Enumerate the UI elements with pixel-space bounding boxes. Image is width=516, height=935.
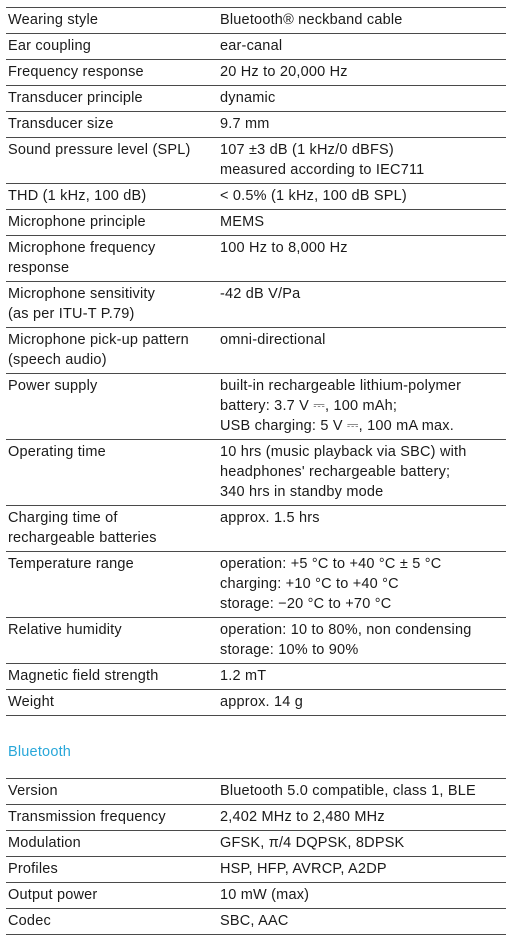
spec-label-line: (speech audio) bbox=[8, 352, 107, 368]
spec-label-line: Microphone pick-up pattern bbox=[8, 332, 189, 348]
table-row bbox=[6, 374, 506, 440]
spec-label bbox=[6, 34, 218, 60]
table-row bbox=[6, 618, 506, 664]
spec-value bbox=[218, 60, 506, 86]
spec-label bbox=[6, 60, 218, 86]
table-row bbox=[6, 210, 506, 236]
spec-value-line: charging: +10 °C to +40 °C bbox=[220, 576, 399, 592]
spec-label bbox=[6, 618, 218, 664]
spec-value-line: MEMS bbox=[220, 214, 265, 230]
spec-value bbox=[218, 664, 506, 690]
spec-value-line: 1.2 mT bbox=[220, 668, 267, 684]
spec-value bbox=[218, 883, 506, 909]
specifications-body bbox=[6, 8, 506, 716]
spec-label-line: Power supply bbox=[8, 378, 98, 394]
spec-value-line: ear-canal bbox=[220, 38, 283, 54]
spec-label bbox=[6, 552, 218, 618]
spec-value bbox=[218, 236, 506, 282]
spec-label bbox=[6, 440, 218, 506]
spec-label-line: Temperature range bbox=[8, 556, 134, 572]
spec-value bbox=[218, 8, 506, 34]
spec-label-line: response bbox=[8, 260, 70, 276]
spec-value-line: 10 hrs (music playback via SBC) with bbox=[220, 444, 467, 460]
spec-label bbox=[6, 664, 218, 690]
table-row bbox=[6, 184, 506, 210]
spec-label-line: Ear coupling bbox=[8, 38, 92, 54]
spec-value-line: 9.7 mm bbox=[220, 116, 270, 132]
table-row bbox=[6, 506, 506, 552]
spec-value bbox=[218, 857, 506, 883]
spec-label-line: Charging time of bbox=[8, 510, 118, 526]
spec-label bbox=[6, 8, 218, 34]
spec-value-line: storage: 10% to 90% bbox=[220, 642, 359, 658]
spec-value-line: 10 mW (max) bbox=[220, 887, 310, 903]
spec-value-line: storage: −20 °C to +70 °C bbox=[220, 596, 392, 612]
spec-value bbox=[218, 440, 506, 506]
spec-label-line: Transducer size bbox=[8, 116, 114, 132]
table-row bbox=[6, 440, 506, 506]
spec-label bbox=[6, 210, 218, 236]
spec-label bbox=[6, 779, 218, 805]
spec-label-line: Wearing style bbox=[8, 12, 99, 28]
spec-label bbox=[6, 831, 218, 857]
spec-label bbox=[6, 909, 218, 935]
spec-label bbox=[6, 857, 218, 883]
spec-value bbox=[218, 210, 506, 236]
spec-label-line: Profiles bbox=[8, 861, 58, 877]
spec-label bbox=[6, 690, 218, 716]
spec-value bbox=[218, 138, 506, 184]
spec-label-line: Output power bbox=[8, 887, 98, 903]
table-row bbox=[6, 857, 506, 883]
spec-value-line: omni-directional bbox=[220, 332, 326, 348]
spec-label-line: Operating time bbox=[8, 444, 106, 460]
spec-label-line: Microphone sensitivity bbox=[8, 286, 156, 302]
spec-value bbox=[218, 506, 506, 552]
spec-label bbox=[6, 328, 218, 374]
spec-label-line: Sound pressure level (SPL) bbox=[8, 142, 191, 158]
spec-label-line: Version bbox=[8, 783, 58, 799]
spec-label bbox=[6, 184, 218, 210]
spec-label-line: Modulation bbox=[8, 835, 81, 851]
table-row bbox=[6, 112, 506, 138]
specifications-table bbox=[6, 7, 506, 716]
spec-value bbox=[218, 779, 506, 805]
bluetooth-section-title: Bluetooth bbox=[8, 744, 72, 760]
spec-value-line: -42 dB V/Pa bbox=[220, 286, 301, 302]
spec-value bbox=[218, 34, 506, 60]
spec-value-line: Bluetooth® neckband cable bbox=[220, 12, 403, 28]
spec-value-line: 340 hrs in standby mode bbox=[220, 484, 384, 500]
table-row bbox=[6, 664, 506, 690]
spec-value bbox=[218, 831, 506, 857]
spec-label-line: (as per ITU-T P.79) bbox=[8, 306, 135, 322]
spec-value-line: operation: +5 °C to +40 °C ± 5 °C bbox=[220, 556, 442, 572]
spec-value-line: 20 Hz to 20,000 Hz bbox=[220, 64, 348, 80]
spec-label-line: rechargeable batteries bbox=[8, 530, 157, 546]
spec-label bbox=[6, 506, 218, 552]
table-row bbox=[6, 805, 506, 831]
spec-value bbox=[218, 690, 506, 716]
spec-label bbox=[6, 883, 218, 909]
table-row bbox=[6, 552, 506, 618]
spec-label bbox=[6, 138, 218, 184]
spec-label-line: Microphone principle bbox=[8, 214, 146, 230]
spec-label-line: Weight bbox=[8, 694, 55, 710]
spec-label bbox=[6, 236, 218, 282]
table-row bbox=[6, 779, 506, 805]
spec-value bbox=[218, 618, 506, 664]
spec-label-line: THD (1 kHz, 100 dB) bbox=[8, 188, 147, 204]
spec-value-line: built-in rechargeable lithium-polymer bbox=[220, 378, 462, 394]
spec-label-line: Transducer principle bbox=[8, 90, 143, 106]
spec-label-line: Relative humidity bbox=[8, 622, 122, 638]
spec-value bbox=[218, 86, 506, 112]
spec-value bbox=[218, 552, 506, 618]
spec-value-line: USB charging: 5 V ⎓, 100 mA max. bbox=[220, 418, 454, 434]
spec-value-line: SBC, AAC bbox=[220, 913, 289, 929]
spec-value bbox=[218, 328, 506, 374]
spec-value-line: battery: 3.7 V ⎓, 100 mAh; bbox=[220, 398, 398, 414]
spec-value bbox=[218, 805, 506, 831]
spec-value-line: Bluetooth 5.0 compatible, class 1, BLE bbox=[220, 783, 476, 799]
table-row bbox=[6, 60, 506, 86]
table-row bbox=[6, 883, 506, 909]
spec-value-line: operation: 10 to 80%, non condensing bbox=[220, 622, 472, 638]
table-row bbox=[6, 34, 506, 60]
spec-label-line: Microphone frequency bbox=[8, 240, 156, 256]
bluetooth-body bbox=[6, 779, 506, 935]
spec-label bbox=[6, 86, 218, 112]
spec-label-line: Magnetic field strength bbox=[8, 668, 159, 684]
spec-value bbox=[218, 184, 506, 210]
table-row bbox=[6, 236, 506, 282]
table-row bbox=[6, 690, 506, 716]
spec-value-line: approx. 14 g bbox=[220, 694, 304, 710]
table-row bbox=[6, 328, 506, 374]
spec-value-line: < 0.5% (1 kHz, 100 dB SPL) bbox=[220, 188, 407, 204]
spec-label bbox=[6, 805, 218, 831]
table-row bbox=[6, 8, 506, 34]
spec-value-line: 107 ±3 dB (1 kHz/0 dBFS) bbox=[220, 142, 394, 158]
spec-label-line: Frequency response bbox=[8, 64, 144, 80]
spec-label-line: Transmission frequency bbox=[8, 809, 166, 825]
spec-label bbox=[6, 112, 218, 138]
spec-value-line: HSP, HFP, AVRCP, A2DP bbox=[220, 861, 387, 877]
spec-value bbox=[218, 909, 506, 935]
table-row bbox=[6, 86, 506, 112]
spec-value bbox=[218, 112, 506, 138]
spec-label bbox=[6, 282, 218, 328]
table-row bbox=[6, 909, 506, 935]
spec-value-line: GFSK, π/4 DQPSK, 8DPSK bbox=[220, 835, 405, 851]
spec-value bbox=[218, 282, 506, 328]
spec-value-line: dynamic bbox=[220, 90, 276, 106]
spec-value-line: measured according to IEC711 bbox=[220, 162, 425, 178]
spec-label bbox=[6, 374, 218, 440]
spec-value-line: headphones' rechargeable battery; bbox=[220, 464, 451, 480]
spec-value-line: approx. 1.5 hrs bbox=[220, 510, 320, 526]
table-row bbox=[6, 831, 506, 857]
bluetooth-table bbox=[6, 778, 506, 935]
spec-value bbox=[218, 374, 506, 440]
spec-value-line: 100 Hz to 8,000 Hz bbox=[220, 240, 348, 256]
table-row bbox=[6, 282, 506, 328]
table-row bbox=[6, 138, 506, 184]
spec-value-line: 2,402 MHz to 2,480 MHz bbox=[220, 809, 385, 825]
spec-label-line: Codec bbox=[8, 913, 51, 929]
